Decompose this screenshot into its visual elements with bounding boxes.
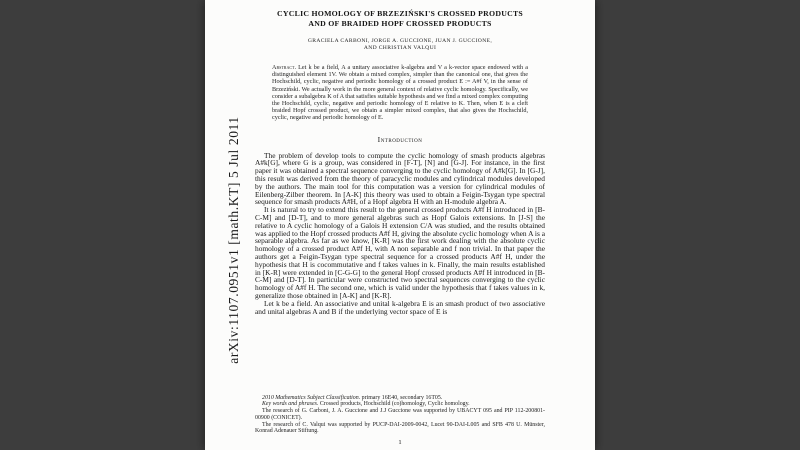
paper-page	[205, 0, 595, 450]
footnote-lead: 2010 Mathematics Subject Classification.	[262, 394, 361, 401]
footnote	[255, 422, 545, 435]
paragraph: The problem of develop tools to compute the cyclic homology of smash products algebras A#k[G], where G is a group, was considered in [F-T], [N] and [G-J]. For instance, in the first paper it was obtained a spectral sequence converging to the cyclic homology of A#k[G]. In [G-J], this result was derived from the theory of paracyclic modules and cylindrical modules developed by the authors. The main tool for this computation was a version for cylindrical modules of Eilenberg-Zilber theorem. In [A-K] this theory was used to obtain a Feigin-Tsygan type spectral sequence for smash products A#H, of a Hopf algebra H with an H-module algebra A.	[255, 150, 545, 207]
page-number: 1	[398, 439, 402, 446]
paragraph: It is natural to try to extend this result to the general crossed products A#f H introduced in [B-C-M] and [D-T], and to more general algebras such as Hopf Galois extensions. In [J-S] the relative to A cyclic homology of a Galois H extension C/A was studied, and the results obtained was applied to the Hopf crossed products A#f H, giving the absolute cyclic homology when A is a separable algebra. As far as we know, [K-R] was the first work dealing with the absolute cyclic homology of a crossed product A#f H, with A non separable and f non trivial. In that paper the authors get a Feigin-Tsygan type spectral sequence for a crossed products A#f H, under the hypothesis that H is cocommutative and f takes values in k. Finally, the main results established in [K-R] were extended in [C-G-G] to the general Hopf crossed products A#f H introduced in [B-C-M] and [D-T]. In particular were constructed two spectral sequences converging to the cyclic homology of A#f H. The second one, which is valid under the hypothesis that f takes values in k, generalize those obtained in [A-K] and [K-R].	[255, 205, 545, 300]
author-list	[255, 38, 545, 52]
footnote-rest: Crossed products, Hochschild (co)homology, Cyclic homology.	[318, 401, 470, 408]
paragraph: Let k be a field. An associative and unital k-algebra E is an smash product of two associative and unital algebras A and B if the underlying vector space of E is	[255, 298, 545, 316]
authors-line1: GRACIELA CARBONI, JORGE A. GUCCIONE, JUAN J. GUCCIONE,	[307, 38, 493, 44]
authors-line2: AND CHRISTIAN VALQUI	[363, 45, 437, 51]
footnote-rest: primary 16E40, secondary 16T05.	[360, 394, 443, 401]
paper-title	[255, 9, 545, 29]
arxiv-identifier-stamp: arXiv:1107.0951v1 [math.KT] 5 Jul 2011	[226, 116, 241, 364]
footnote-block	[255, 395, 545, 435]
footnote-rest: The research of G. Carboni, J. A. Guccione and J.J Guccione was supported by UBACYT 095 and PIP 112-200801-00900 (CONICET).	[255, 408, 545, 421]
abstract-text: Let k be a field, A a unitary associative k-algebra and V a k-vector space endowed with a distinguished element 1V. We obtain a mixed complex, simpler than the canonical one, that gives the Hochschild, cyclic, negative and periodic homology of a crossed product E := A#f V, in the sense of Brzeziński. We actually work in the more general context of relative cyclic homology. Specifically, we consider a subalgebra K of A that satisfies suitable hypothesis and we find a mixed complex computing the Hochschild, cyclic, negative and periodic homology of E relative to K. Then, when E is a cleft braided Hopf crossed product, we obtain a simpler mixed complex, that also gives the Hochschild, cyclic, negative and periodic homology of E.	[272, 64, 528, 122]
footnote-rest: The research of C. Valqui was supported by PUCP-DAI-2009-0042, Lucet 90-DAI-L005 and SFB 478 U. Münster, Konrad Adenauer Stiftung.	[255, 421, 545, 435]
body-text	[255, 152, 545, 316]
footnote	[255, 408, 545, 421]
abstract	[272, 64, 528, 122]
section-heading-introduction: Introduction	[377, 134, 423, 144]
paper-title-line2: AND OF BRAIDED HOPF CROSSED PRODUCTS	[308, 19, 492, 28]
abstract-label: Abstract.	[272, 64, 297, 71]
paper-title-line1: CYCLIC HOMOLOGY OF BRZEZIŃSKI'S CROSSED PRODUCTS	[276, 9, 524, 18]
footnote-lead: Key words and phrases.	[262, 401, 319, 408]
